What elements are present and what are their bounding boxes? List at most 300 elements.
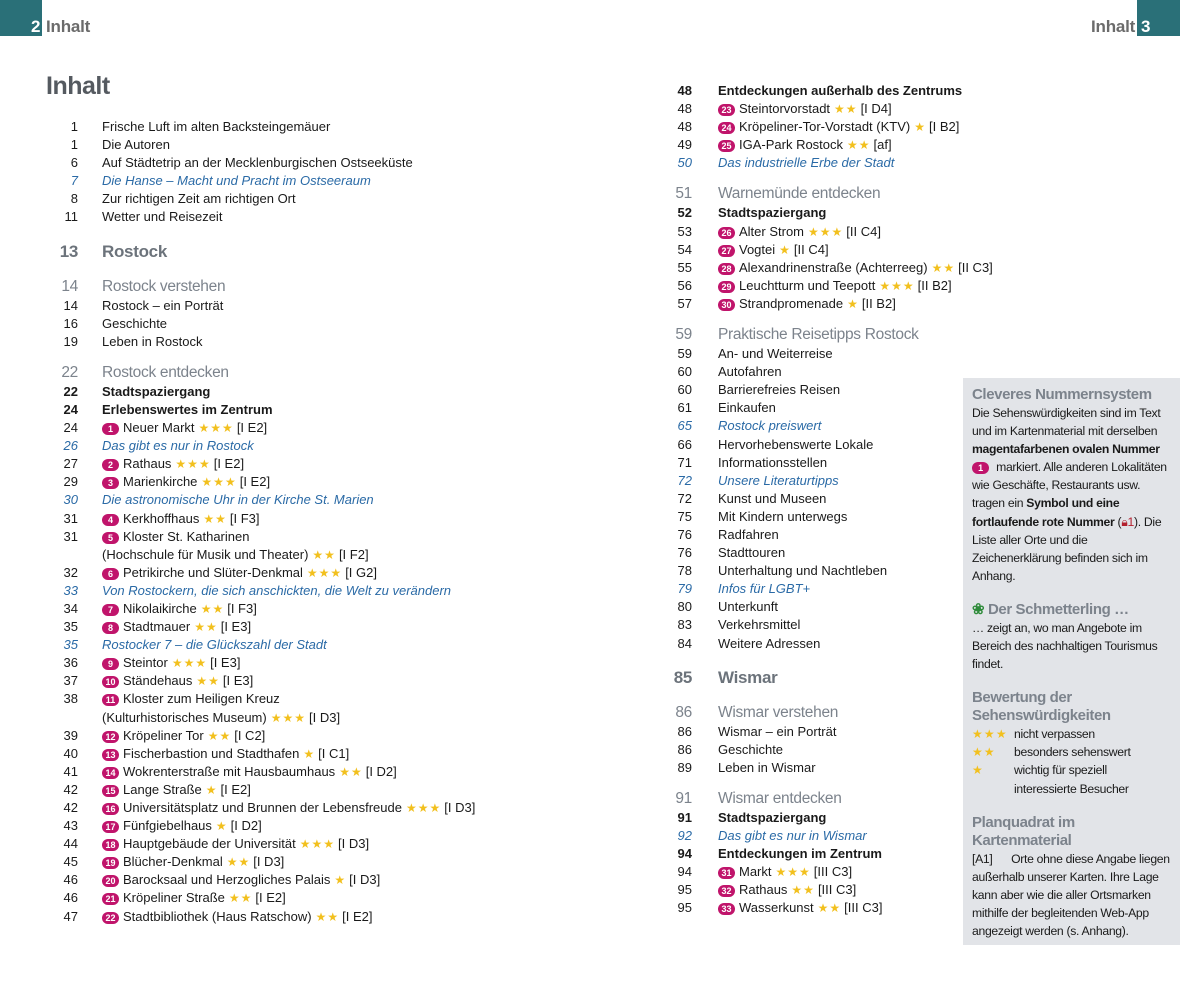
map-grid-reference: [I D2]: [365, 763, 397, 779]
map-grid-reference: [II B2]: [861, 295, 896, 311]
toc-entry-text: [718, 723, 836, 741]
rating-legend: [972, 725, 1174, 797]
toc-entry-italic[interactable]: [46, 437, 566, 455]
toc-entry-chapter[interactable]: [46, 239, 566, 265]
toc-entry-title: Rostock: [102, 241, 167, 261]
toc-entry-text: [718, 598, 778, 616]
toc-entry-sight[interactable]: [662, 100, 962, 118]
sight-number-badge: 4: [102, 514, 119, 526]
map-grid-reference: [III C3]: [813, 864, 853, 880]
toc-entry-normal[interactable]: [662, 526, 962, 544]
toc-entry-title: Rostock entdecken: [102, 363, 229, 381]
map-grid-reference: [I C1]: [318, 745, 350, 761]
toc-entry-text: [718, 436, 873, 454]
star-rating-icon: ★★★: [879, 278, 915, 293]
toc-entry-sight[interactable]: [46, 528, 566, 546]
toc-entry-title: Blücher-Denkmal: [123, 854, 223, 870]
toc-entry-section[interactable]: [662, 788, 962, 809]
toc-page-number: 8: [70, 191, 78, 207]
toc-entry-text: [102, 208, 222, 226]
toc-entry-title: Kröpeliner-Tor-Vorstadt (KTV): [739, 119, 911, 135]
toc-entry-text: [718, 223, 881, 241]
map-grid-reference: [I D3]: [338, 836, 370, 852]
toc-entry-bold[interactable]: [662, 82, 962, 100]
toc-entry-title: Geschichte: [718, 741, 784, 757]
toc-entry-title: Strandpromenade: [739, 295, 844, 311]
page-number-right: 3: [1141, 17, 1151, 36]
sight-number-badge: 20: [102, 875, 119, 887]
toc-entry-title: Stadtbibliothek (Haus Ratschow): [123, 908, 312, 924]
toc-page-number: 22: [61, 363, 78, 381]
lock-icon: 🔒︎: [1121, 514, 1128, 529]
toc-entry-sight[interactable]: [662, 295, 962, 313]
toc-entry-sight[interactable]: [46, 745, 566, 763]
toc-entry-text: [102, 190, 296, 208]
toc-entry-title: Das industrielle Erbe der Stadt: [718, 155, 895, 171]
toc-entry-normal[interactable]: [662, 562, 962, 580]
toc-entry-sight[interactable]: [46, 763, 566, 781]
toc-entry-text: [718, 665, 777, 691]
toc-entry-normal[interactable]: [662, 381, 962, 399]
toc-entry-title: Leuchtturm und Teepott: [739, 277, 876, 293]
map-grid-reference: [I E2]: [239, 474, 271, 490]
info-sidebox: [963, 378, 1180, 945]
toc-entry-text: [102, 491, 374, 509]
star-rating-icon: ★★: [200, 601, 225, 616]
toc-page-number: 24: [63, 401, 78, 417]
toc-entry-normal[interactable]: [46, 208, 566, 226]
toc-entry-italic[interactable]: [46, 636, 566, 654]
toc-entry-sight[interactable]: [662, 259, 993, 277]
toc-entry-title: Weitere Adressen: [718, 635, 821, 651]
toc-entry-text: [102, 333, 202, 351]
toc-entry-text: [102, 889, 286, 907]
star-rating-icon: ★★: [931, 260, 956, 275]
toc-entry-text: [102, 315, 167, 333]
toc-page-number: 91: [675, 789, 692, 807]
toc-entry-title: Unterkunft: [718, 599, 778, 615]
toc-page-number: 42: [63, 800, 78, 815]
toc-entry-section[interactable]: [662, 702, 962, 723]
running-title-left: Inhalt: [46, 17, 91, 36]
star-rating-icon: ★★: [228, 891, 253, 906]
star-rating-icon: ★: [334, 873, 347, 888]
toc-entry-text: [718, 136, 892, 154]
toc-entry-title: Autofahren: [718, 364, 782, 380]
sight-number-badge: 30: [718, 299, 735, 311]
toc-entry-sight[interactable]: [46, 727, 566, 745]
toc-entry-title: Ständehaus: [123, 673, 193, 689]
toc-entry-title: Stadtmauer: [123, 619, 191, 635]
toc-entry-bold[interactable]: [662, 204, 962, 222]
toc-entry-text: [718, 899, 882, 917]
toc-entry-text: [102, 763, 397, 781]
toc-entry-title: Kerkhoffhaus: [123, 510, 200, 526]
toc-page-number: 11: [64, 209, 78, 225]
toc-entry-title: Rathaus: [123, 456, 172, 472]
toc-entry-title: Fünfgiebelhaus: [123, 818, 212, 834]
toc-entry-sight[interactable]: [46, 690, 566, 708]
grid-square-heading: Planquadrat im Kartenmaterial: [972, 813, 1075, 849]
map-grid-reference: [II B2]: [917, 277, 952, 293]
map-grid-reference: [II C4]: [793, 241, 829, 257]
toc-entry-sight[interactable]: [46, 473, 566, 491]
toc-entry-normal[interactable]: [662, 436, 962, 454]
map-grid-reference: [I B2]: [929, 119, 960, 135]
map-grid-reference: [I E3]: [220, 619, 252, 635]
toc-entry-sight[interactable]: [46, 835, 566, 853]
toc-page-number: 79: [677, 581, 692, 597]
rating-legend-row: [972, 761, 1174, 797]
grid-key-example: [A1]: [972, 851, 993, 866]
toc-entry-title: Barrierefreies Reisen: [718, 382, 841, 398]
toc-page-number: 75: [677, 508, 692, 524]
grid-square-description: Orte ohne diese Angabe liegen außerhalb unserer Karten. Ihre Lage kann aber wie die aller Ortsmarken mithilfe der begleitenden Web-App angezeigt werden (s. Anhang).: [972, 851, 1170, 938]
toc-entry-normal[interactable]: [46, 333, 566, 351]
map-grid-reference: [af]: [873, 137, 892, 153]
toc-page-number: 41: [63, 763, 78, 779]
toc-page-number: 29: [63, 474, 78, 490]
numbering-text-part: (: [1114, 514, 1122, 529]
toc-entry-sight[interactable]: [662, 899, 962, 917]
toc-page-number: 85: [673, 667, 692, 687]
toc-entry-normal[interactable]: [662, 616, 962, 634]
star-rating-icon: ★★: [339, 764, 363, 779]
toc-entry-normal[interactable]: [46, 297, 566, 315]
toc-entry-sight[interactable]: [662, 136, 962, 154]
numbering-system-heading: Cleveres Nummernsystem: [972, 386, 1152, 403]
star-rating-icon: ★★★: [775, 865, 811, 880]
toc-entry-italic[interactable]: [662, 827, 962, 845]
toc-entry-text: [718, 324, 919, 345]
toc-entry-bold[interactable]: [662, 809, 962, 827]
toc-page-number: 56: [677, 277, 692, 293]
map-grid-reference: [I E3]: [222, 673, 254, 689]
toc-entry-title: Entdeckungen außerhalb des Zentrums: [718, 83, 963, 98]
toc-page-number: 37: [63, 673, 78, 689]
toc-page-number: 94: [677, 864, 692, 880]
toc-entry-sight[interactable]: [46, 600, 566, 618]
sight-number-badge: 1: [102, 423, 119, 435]
star-rating-icon: ★★: [226, 855, 251, 870]
toc-entry-sight[interactable]: [46, 618, 566, 636]
toc-page-number: 46: [63, 872, 78, 888]
toc-page-number: 86: [677, 741, 692, 757]
toc-page-number: 48: [677, 83, 692, 98]
toc-entry-title: Die astronomische Uhr in der Kirche St. Marien: [102, 492, 374, 508]
toc-entry-text: [102, 239, 167, 265]
toc-page-number: 66: [677, 436, 692, 452]
toc-entry-text: [718, 863, 852, 881]
toc-entry-text: [102, 654, 240, 672]
toc-entry-normal[interactable]: [46, 118, 566, 136]
toc-entry-title: Kröpeliner Straße: [123, 890, 225, 906]
toc-entry-sight[interactable]: [46, 871, 566, 889]
toc-page-number: 30: [63, 492, 78, 508]
map-grid-reference: [I F3]: [229, 510, 260, 526]
toc-entry-title: Hervorhebenswerte Lokale: [718, 436, 874, 452]
map-grid-reference: [I E2]: [220, 781, 251, 797]
toc-entry-sight[interactable]: [46, 654, 566, 672]
numbering-system-text: [972, 404, 1174, 585]
toc-entry-title: Kröpeliner Tor: [123, 727, 204, 743]
toc-entry-text: [102, 582, 451, 600]
toc-page-number: 13: [59, 241, 78, 261]
toc-entry-text: [102, 510, 260, 528]
toc-entry-text: [718, 399, 776, 417]
toc-page-number: 72: [677, 490, 692, 506]
toc-entry-title: IGA-Park Rostock: [739, 137, 844, 153]
toc-entry-text: [102, 835, 369, 853]
toc-entry-sight[interactable]: [46, 799, 566, 817]
toc-entry-title: Die Autoren: [102, 137, 170, 153]
sight-number-badge: 10: [102, 676, 119, 688]
toc-page-number: 48: [677, 101, 692, 117]
toc-entry-text: [718, 788, 842, 809]
toc-entry-text: [718, 259, 993, 277]
toc-page-number: 44: [63, 836, 78, 852]
toc-page-number: 55: [677, 259, 692, 275]
sight-number-badge: 12: [102, 731, 119, 743]
toc-entry-title: Hauptgebäude der Universität: [123, 836, 296, 852]
toc-entry-sight[interactable]: [662, 223, 962, 241]
toc-entry-sight[interactable]: [46, 419, 566, 437]
toc-page-number: 31: [63, 510, 78, 526]
toc-entry-text: [102, 727, 265, 745]
rating-legend-text: besonders sehenswert: [1014, 745, 1131, 760]
toc-left-column: [46, 118, 566, 926]
toc-entry-section[interactable]: [662, 183, 962, 204]
toc-entry-title: Unterhaltung und Nachtleben: [718, 563, 888, 579]
toc-entry-text: [718, 277, 952, 295]
toc-entry-normal[interactable]: [662, 454, 962, 472]
toc-entry-normal[interactable]: [46, 315, 566, 333]
star-rating-icon: ★★: [194, 620, 218, 635]
sight-number-badge: 9: [102, 658, 119, 670]
star-rating-icon: ★★: [196, 674, 220, 689]
toc-page-number: 59: [675, 326, 692, 344]
toc-entry-cont[interactable]: [46, 546, 566, 564]
butterfly-text: … zeigt an, wo man Angebote im Bereich des nachhaltigen Tourismus findet.: [972, 620, 1158, 672]
toc-entry-normal[interactable]: [662, 544, 962, 562]
toc-page-number: 91: [677, 809, 692, 825]
map-grid-reference: [I E2]: [213, 456, 245, 472]
toc-entry-sight[interactable]: [46, 672, 566, 690]
toc-entry-section[interactable]: [662, 324, 962, 345]
toc-entry-italic[interactable]: [662, 472, 962, 490]
sight-number-badge: 27: [718, 245, 735, 257]
toc-entry-title: Erlebenswertes im Zentrum: [102, 401, 273, 417]
star-rating-icon: ★★★: [270, 710, 306, 725]
toc-page-number: 34: [63, 600, 78, 616]
toc-entry-italic[interactable]: [662, 580, 962, 598]
toc-entry-sight[interactable]: [46, 455, 566, 473]
toc-page-number: 50: [677, 155, 692, 171]
toc-page-number: 51: [675, 185, 692, 203]
toc-page-number: 46: [63, 890, 78, 906]
toc-entry-normal[interactable]: [662, 399, 962, 417]
toc-page-number: 61: [677, 400, 692, 416]
toc-entry-normal[interactable]: [46, 190, 566, 208]
sight-number-badge: 13: [102, 749, 119, 761]
star-rating-icon: ★★: [817, 901, 842, 916]
toc-entry-bold[interactable]: [46, 383, 566, 401]
toc-entry-text: [718, 526, 779, 544]
toc-entry-sight[interactable]: [46, 817, 566, 835]
toc-entry-title: Barocksaal und Herzogliches Palais: [123, 872, 331, 888]
toc-entry-title: Vogtei: [739, 241, 776, 257]
toc-entry-text: [718, 580, 810, 598]
toc-entry-title: Stadttouren: [718, 545, 786, 561]
toc-entry-text: [718, 508, 847, 526]
toc-entry-text: [102, 528, 249, 546]
sight-number-badge: 15: [102, 785, 119, 797]
toc-page-number: 7: [70, 173, 78, 189]
star-rating-icon: ★★: [847, 138, 871, 153]
toc-entry-title: (Kulturhistorisches Museum): [102, 709, 267, 725]
toc-entry-text: [718, 295, 896, 313]
toc-entry-sight[interactable]: [662, 881, 962, 899]
toc-page-number: 14: [63, 297, 78, 313]
toc-entry-title: Lange Straße: [123, 781, 202, 797]
toc-page-number: 42: [63, 781, 78, 797]
toc-entry-sight[interactable]: [46, 889, 566, 907]
toc-entry-sight[interactable]: [46, 781, 566, 799]
toc-entry-text: [102, 136, 170, 154]
star-rating-icon: ★★: [203, 511, 227, 526]
toc-page-number: 1: [70, 119, 78, 134]
toc-entry-title: Fischerbastion und Stadthafen: [123, 745, 300, 761]
star-rating-icon: ★★★: [201, 475, 237, 490]
star-rating-icon: ★★★: [299, 837, 336, 852]
toc-entry-title: Frische Luft im alten Backsteingemäuer: [102, 119, 331, 134]
toc-entry-cont[interactable]: [46, 709, 566, 727]
star-rating-icon: ★★★: [171, 656, 208, 671]
toc-entry-text: [102, 455, 244, 473]
toc-entry-bold[interactable]: [662, 845, 962, 863]
toc-entry-italic[interactable]: [662, 154, 962, 172]
toc-entry-italic[interactable]: [662, 417, 962, 435]
star-rating-icon: ★★: [315, 909, 340, 924]
toc-entry-normal[interactable]: [662, 508, 962, 526]
toc-entry-title: Wokrenterstraße mit Hausbaumhaus: [123, 763, 336, 779]
toc-entry-italic[interactable]: [46, 582, 566, 600]
running-title-right: Inhalt: [1091, 17, 1136, 36]
star-rating-icon: ★★: [312, 547, 336, 562]
toc-entry-title: An- und Weiterreise: [718, 346, 833, 362]
toc-entry-text: [718, 881, 856, 899]
sight-number-badge: 6: [102, 568, 119, 580]
toc-entry-normal[interactable]: [662, 635, 962, 653]
toc-page-number: 14: [61, 277, 78, 295]
toc-page-number: 1: [70, 137, 78, 153]
toc-entry-text: [718, 809, 826, 827]
toc-entry-title: Marienkirche: [123, 474, 198, 490]
toc-entry-sight[interactable]: [46, 853, 566, 871]
toc-entry-normal[interactable]: [662, 598, 962, 616]
toc-page-number: 45: [63, 854, 78, 870]
toc-entry-text: [718, 363, 782, 381]
toc-entry-title: (Hochschule für Musik und Theater): [102, 546, 309, 562]
toc-entry-normal[interactable]: [662, 363, 962, 381]
toc-page-number: 40: [63, 745, 78, 761]
toc-entry-text: [718, 702, 838, 723]
toc-entry-title: Stadtspaziergang: [102, 383, 211, 399]
toc-entry-text: [718, 490, 826, 508]
toc-entry-title: Rostocker 7 – die Glückszahl der Stadt: [102, 637, 327, 653]
toc-entry-sight[interactable]: [46, 510, 566, 528]
toc-page-number: 59: [677, 346, 692, 362]
toc-entry-title: Einkaufen: [718, 400, 776, 416]
toc-entry-text: [102, 297, 223, 315]
toc-entry-text: [102, 817, 262, 835]
toc-entry-sight[interactable]: [662, 863, 962, 881]
toc-entry-sight[interactable]: [662, 241, 962, 259]
toc-page-number: 76: [677, 526, 692, 542]
toc-entry-bold[interactable]: [46, 401, 566, 419]
toc-entry-sight[interactable]: [46, 908, 566, 926]
toc-page-number: 95: [677, 882, 692, 898]
toc-entry-title: Das gibt es nur in Wismar: [718, 828, 867, 843]
toc-entry-title: Entdeckungen im Zentrum: [718, 846, 882, 862]
toc-entry-normal[interactable]: [662, 741, 962, 759]
toc-entry-title: Rostock verstehen: [102, 277, 226, 295]
sight-number-badge: 28: [718, 263, 735, 275]
star-rating-icon: ★★: [207, 728, 232, 743]
star-rating-icon: ★: [303, 746, 316, 761]
sight-number-badge: 24: [718, 122, 735, 134]
toc-entry-sight[interactable]: [662, 118, 962, 136]
toc-page-number: 26: [63, 438, 78, 454]
toc-entry-text: [102, 709, 340, 727]
toc-entry-section[interactable]: [46, 362, 566, 383]
toc-entry-italic[interactable]: [46, 491, 566, 509]
toc-entry-title: Die Hanse – Macht und Pracht im Ostseeraum: [102, 173, 371, 189]
toc-entry-normal[interactable]: [46, 154, 566, 172]
toc-entry-normal[interactable]: [662, 723, 962, 741]
toc-entry-chapter[interactable]: [662, 665, 962, 691]
map-grid-reference: [III C3]: [817, 882, 857, 898]
sight-number-badge: 31: [718, 867, 735, 879]
toc-page-number: 72: [677, 472, 692, 488]
toc-entry-sight[interactable]: [662, 277, 962, 295]
toc-page-number: 52: [677, 205, 692, 221]
toc-entry-normal[interactable]: [662, 759, 962, 777]
toc-entry-normal[interactable]: [46, 136, 566, 154]
toc-entry-normal[interactable]: [662, 490, 962, 508]
toc-entry-title: Kloster St. Katharinen: [123, 528, 250, 544]
map-grid-reference: [I F3]: [227, 600, 257, 616]
toc-entry-section[interactable]: [46, 276, 566, 297]
toc-entry-title: Zur richtigen Zeit am richtigen Ort: [102, 191, 296, 207]
toc-entry-italic[interactable]: [46, 172, 566, 190]
toc-entry-normal[interactable]: [662, 345, 962, 363]
toc-entry-text: [102, 118, 330, 136]
toc-entry-title: Von Rostockern, die sich anschickten, die Welt zu verändern: [102, 582, 452, 598]
toc-page-number: 35: [63, 637, 78, 653]
red-number-example: 1: [1127, 514, 1134, 529]
toc-entry-text: [718, 381, 840, 399]
numbering-text-part: ). Die Liste aller Orte und die Zeichenerklärung befinden sich im Anhang.: [972, 514, 1162, 583]
toc-page-number: 31: [63, 528, 78, 544]
toc-page-number: 84: [677, 635, 692, 651]
toc-page-number: 89: [677, 759, 692, 775]
star-icon: ★★: [972, 745, 996, 760]
star-icon: ★★★: [972, 727, 1008, 742]
toc-entry-title: Warnemünde entdecken: [718, 185, 881, 203]
toc-entry-sight[interactable]: [46, 564, 566, 582]
toc-entry-title: Das gibt es nur in Rostock: [102, 438, 254, 454]
